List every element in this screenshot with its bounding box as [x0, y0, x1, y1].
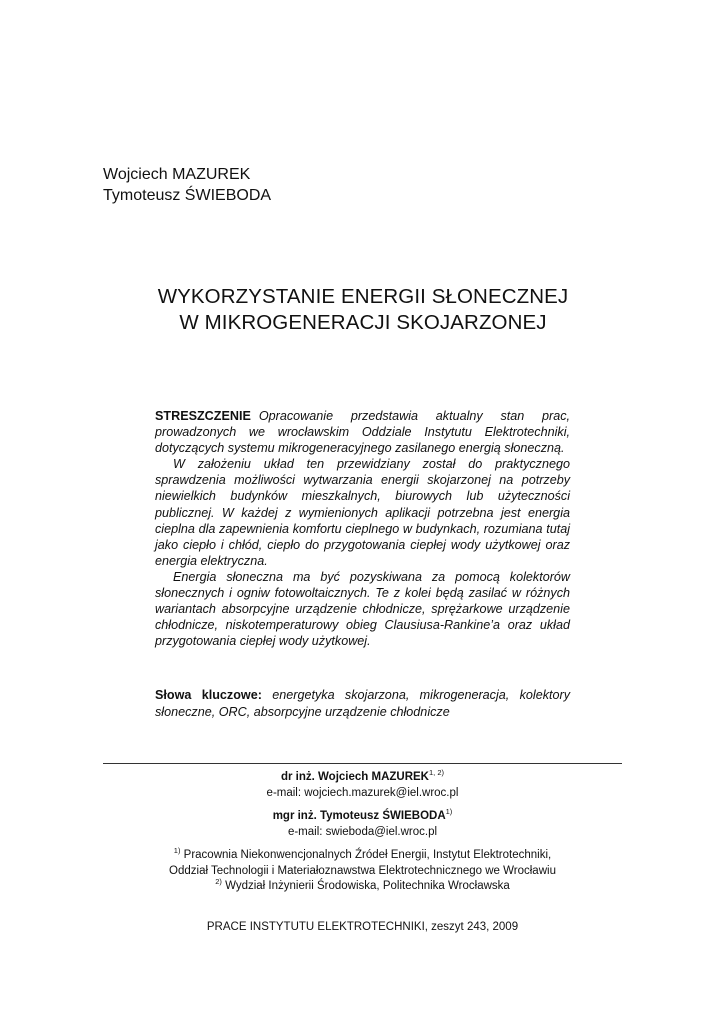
abstract-text-1: Opracowanie przedstawia aktualny stan prac, prowadzonych we wrocławskim Oddziale Instytutu Elektrotechniki, dotyczących systemu mikrogeneracyjnego zasilanego energią słoneczną.	[155, 409, 570, 456]
author-name-1: Wojciech MAZUREK	[103, 166, 251, 183]
author2-superscript: 1)	[445, 807, 453, 816]
abstract	[155, 408, 570, 649]
institution1-line2: Oddział Technologii i Materiałoznawstwa Elektrotechnicznego we Wrocławiu	[169, 864, 556, 877]
institution1-text: Pracownia Niekonwencjonalnych Źródeł Energii, Instytut Elektrotechniki,	[183, 849, 552, 861]
author1-line	[103, 770, 622, 786]
keywords-label: Słowa kluczowe:	[155, 688, 262, 702]
institution2-text: Wydział Inżynierii Środowiska, Politechnika Wrocławska	[225, 880, 510, 892]
institution1-superscript: 1)	[173, 846, 181, 855]
title-line-2: W MIKROGENERACJI SKOJARZONEJ	[179, 311, 547, 334]
author2-name: mgr inż. Tymoteusz ŚWIEBODA	[272, 810, 446, 822]
title-line-1: WYKORZYSTANIE ENERGII SŁONECZNEJ	[157, 285, 569, 308]
author-names	[103, 164, 271, 206]
journal-citation: PRACE INSTYTUTU ELEKTROTECHNIKI, zeszyt 243, 2009	[206, 921, 519, 933]
author2-email: e-mail: swieboda@iel.wroc.pl	[287, 825, 438, 838]
abstract-paragraph-2: W założeniu układ ten przewidziany został do praktycznego sprawdzenia możliwości wytwarzania energii skojarzonej na potrzeby niewielkich budynków mieszkalnych, biurowych lub użyteczności publicznej. W każdej z wymienionych aplikacji potrzebna jest energia cieplna dla zapewnienia komfortu cieplnego w budynkach, rozumiana tutaj jako ciepło i chłód, ciepło do przygotowania ciepłej wody użytkowej oraz energia elektryczna.	[155, 457, 570, 568]
keywords	[155, 687, 570, 720]
footnote-divider	[103, 763, 622, 764]
institution2-line	[103, 879, 622, 895]
abstract-paragraph-3: Energia słoneczna ma być pozyskiwana za pomocą kolektorów słonecznych i ogniw fotowoltaicznych. Te z kolei będą zasilać w różnych wariantach absorpcyjne urządzenie chłodnicze, sprężarkowe urządzenie chłodnicze, niskotemperaturowy obieg Clausiusa-Rankine’a oraz układ przygotowania ciepłej wody użytkowej.	[155, 569, 570, 649]
institution1-line1	[103, 848, 622, 864]
paper-title	[100, 284, 626, 336]
author1-name: dr inż. Wojciech MAZUREK	[280, 771, 429, 783]
author1-superscript: 1, 2)	[429, 768, 445, 777]
author-name-2: Tymoteusz ŚWIEBODA	[103, 187, 272, 204]
keywords-text: energetyka skojarzona, mikrogeneracja, kolektory słoneczne, ORC, absorpcyjne urządzenie chłodnicze	[155, 688, 570, 719]
author1-email: e-mail: wojciech.mazurek@iel.wroc.pl	[266, 786, 459, 799]
institution2-superscript: 2)	[215, 877, 222, 886]
author2-line	[103, 809, 622, 825]
author-affiliations	[103, 770, 622, 895]
abstract-paragraph-1	[155, 408, 570, 456]
abstract-label: STRESZCZENIE	[155, 409, 251, 423]
